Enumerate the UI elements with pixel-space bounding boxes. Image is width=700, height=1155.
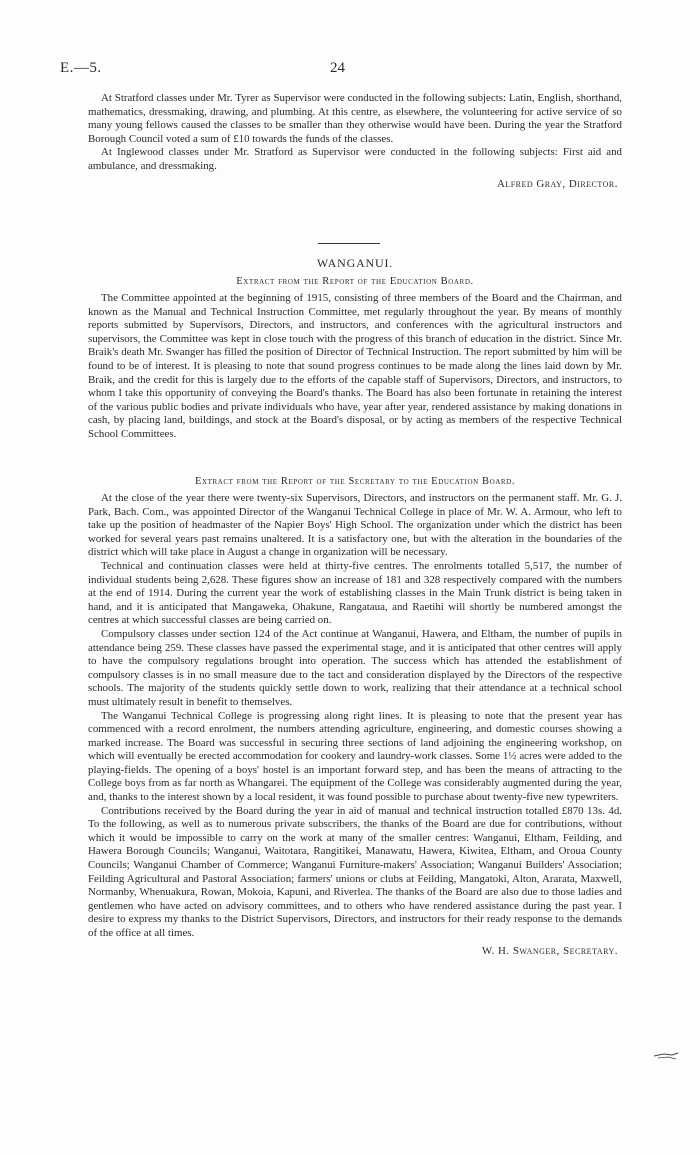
document-reference: E.—5.: [60, 60, 102, 76]
board-extract: [88, 292, 622, 442]
section-divider: [318, 243, 380, 244]
stratford-section: [88, 92, 622, 191]
extract-heading-secretary: Extract from the Report of the Secretary to the Education Board.: [194, 476, 516, 487]
secretary-paragraph-2: Technical and continuation classes were held at thirty-five centres. The enrolments totalled 5,517, the number of individual students being 2,628. These figures show an increase of 181 and 328 respectively compared with the numbers at the end of 1914. During the current year the work of establishing classes in the Main Trunk district is being taken in hand, and it is anticipated that Mangaweka, Ohakune, Rangataua, and Raetihi will shortly be numbered amongst the centres at which successful classes are being carried on.: [88, 559, 622, 627]
section-title-wanganui: WANGANUI.: [316, 256, 394, 270]
page-number: 24: [330, 60, 345, 76]
secretary-paragraph-5: Contributions received by the Board during the year in aid of manual and technical instruction totalled £870 13s. 4d. To the following, as well as to numerous private subscribers, the thanks of the Board are due for contributions, without which it would be impossible to carry on the work at many of the smaller centres: Wanganui, Eltham, Feilding, and Hawera Borough Councils; Wanganui, Waitotara, Rangitikei, Manawatu, Hawera, Kiwitea, Eltham, and Oroua County Councils; Wanganui Chamber of Commerce; Wanganui Furniture-makers' Association; Wanganui Builders' Association; Feilding Agricultural and Pastoral Association; farmers' unions or clubs at Feilding, Mangatoki, Alton, Ararata, Maxwell, Normanby, Whenuakura, Rowan, Mokoia, Kapuni, and Riverlea. The thanks of the Board are also due to those ladies and gentlemen who have acted on advisory committees, and to others who have rendered assistance during the past year. I desire to express my thanks to the District Supervisors, Directors, and instructors for their ready response to the demands of the office at all times.: [88, 804, 622, 939]
marginal-mark: [652, 1050, 680, 1062]
secretary-paragraph-1: At the close of the year there were twenty-six Supervisors, Directors, and instructors on the permanent staff. Mr. G. J. Park, Bach. Com., was appointed Director of the Wanganui Technical College in place of Mr. W. A. Armour, who left to take up the position of headmaster of the Napier Boys' High School. The organization under which the district has been worked for several years past remains unaltered. It is a satisfactory one, but with the alteration in the boundaries of the district which will take place in August a change in organization will be necessary.: [88, 492, 622, 559]
director-signature: Alfred Gray, Director.: [496, 177, 618, 190]
extract-heading-board: Extract from the Report of the Education Board.: [236, 276, 474, 287]
page-header: [60, 60, 640, 80]
secretary-paragraph-3: Compulsory classes under section 124 of the Act continue at Wanganui, Hawera, and Eltham, the number of pupils in attendance being 259. These classes have passed the experimental stage, and it is anticipated that other centres will apply to have the compulsory regulations brought into operation. The success which has attended the establishment of compulsory classes is in no small measure due to the tact and consideration displayed by the Directors of the respective schools. The majority of the students quickly settle down to work, realizing that their attendance at a technical school must ultimately result in benefit to themselves.: [88, 627, 622, 708]
stratford-paragraph-2: At Inglewood classes under Mr. Stratford as Supervisor were conducted in the following subjects: First aid and ambulance, and dressmaking.: [88, 146, 622, 172]
board-extract-paragraph: The Committee appointed at the beginning of 1915, consisting of three members of the Board and the Chairman, and known as the Manual and Technical Instruction Committee, met regularly throughout the year. By means of monthly reports submitted by Supervisors, Directors, and instructors, and conferences with the agricultural instructors and supervisors, the Committee was kept in close touch with the progress of this branch of education in the district. Since Mr. Braik's death Mr. Swanger has filled the position of Director of Technical Instruction. The report submitted by him will be found to be of interest. It is pleasing to note that sound progress continues to be made along the lines laid down by Mr. Braik, and the credit for this is largely due to the efforts of the capable staff of Supervisors, Directors, and instructors, to whom I take this opportunity of conveying the Board's thanks. The Board has also been fortunate in retaining the interest of the various public bodies and private individuals who have, year after year, rendered assistance by making donations in cash, by placing land, buildings, and stock at the Board's disposal, or by acting as members of the respective Technical School Committees.: [88, 292, 622, 440]
secretary-extract: [88, 492, 622, 958]
secretary-paragraph-4: The Wanganui Technical College is progressing along right lines. It is pleasing to note that the present year has commenced with a record enrolment, the numbers attending agriculture, engineering, and domestic courses showing a marked increase. The Board was successful in securing three sections of land adjoining the engineering workshop, on which will eventually be erected accommodation for cookery and laundry-work classes. Some 1½ acres were added to the playing-fields. The opening of a boys' hostel is an important forward step, and has been the means of attracting to the College boys from as far north as Whangarei. The equipment of the College was considerably augmented during the year, and, thanks to the interest shown by a local resident, it was found possible to purchase about twenty-five new typewriters.: [88, 709, 622, 804]
secretary-signature: W. H. Swanger, Secretary.: [481, 944, 618, 957]
stratford-paragraph-1: At Stratford classes under Mr. Tyrer as Supervisor were conducted in the following subjects: Latin, English, shorthand, mathematics, dressmaking, drawing, and plumbing. At this centre, as elsewhere, the volunteering for active service of so many young fellows caused the classes to be smaller than they otherwise would have been. During the year the Stratford Borough Council voted a sum of £10 towards the funds of the classes.: [88, 92, 622, 145]
